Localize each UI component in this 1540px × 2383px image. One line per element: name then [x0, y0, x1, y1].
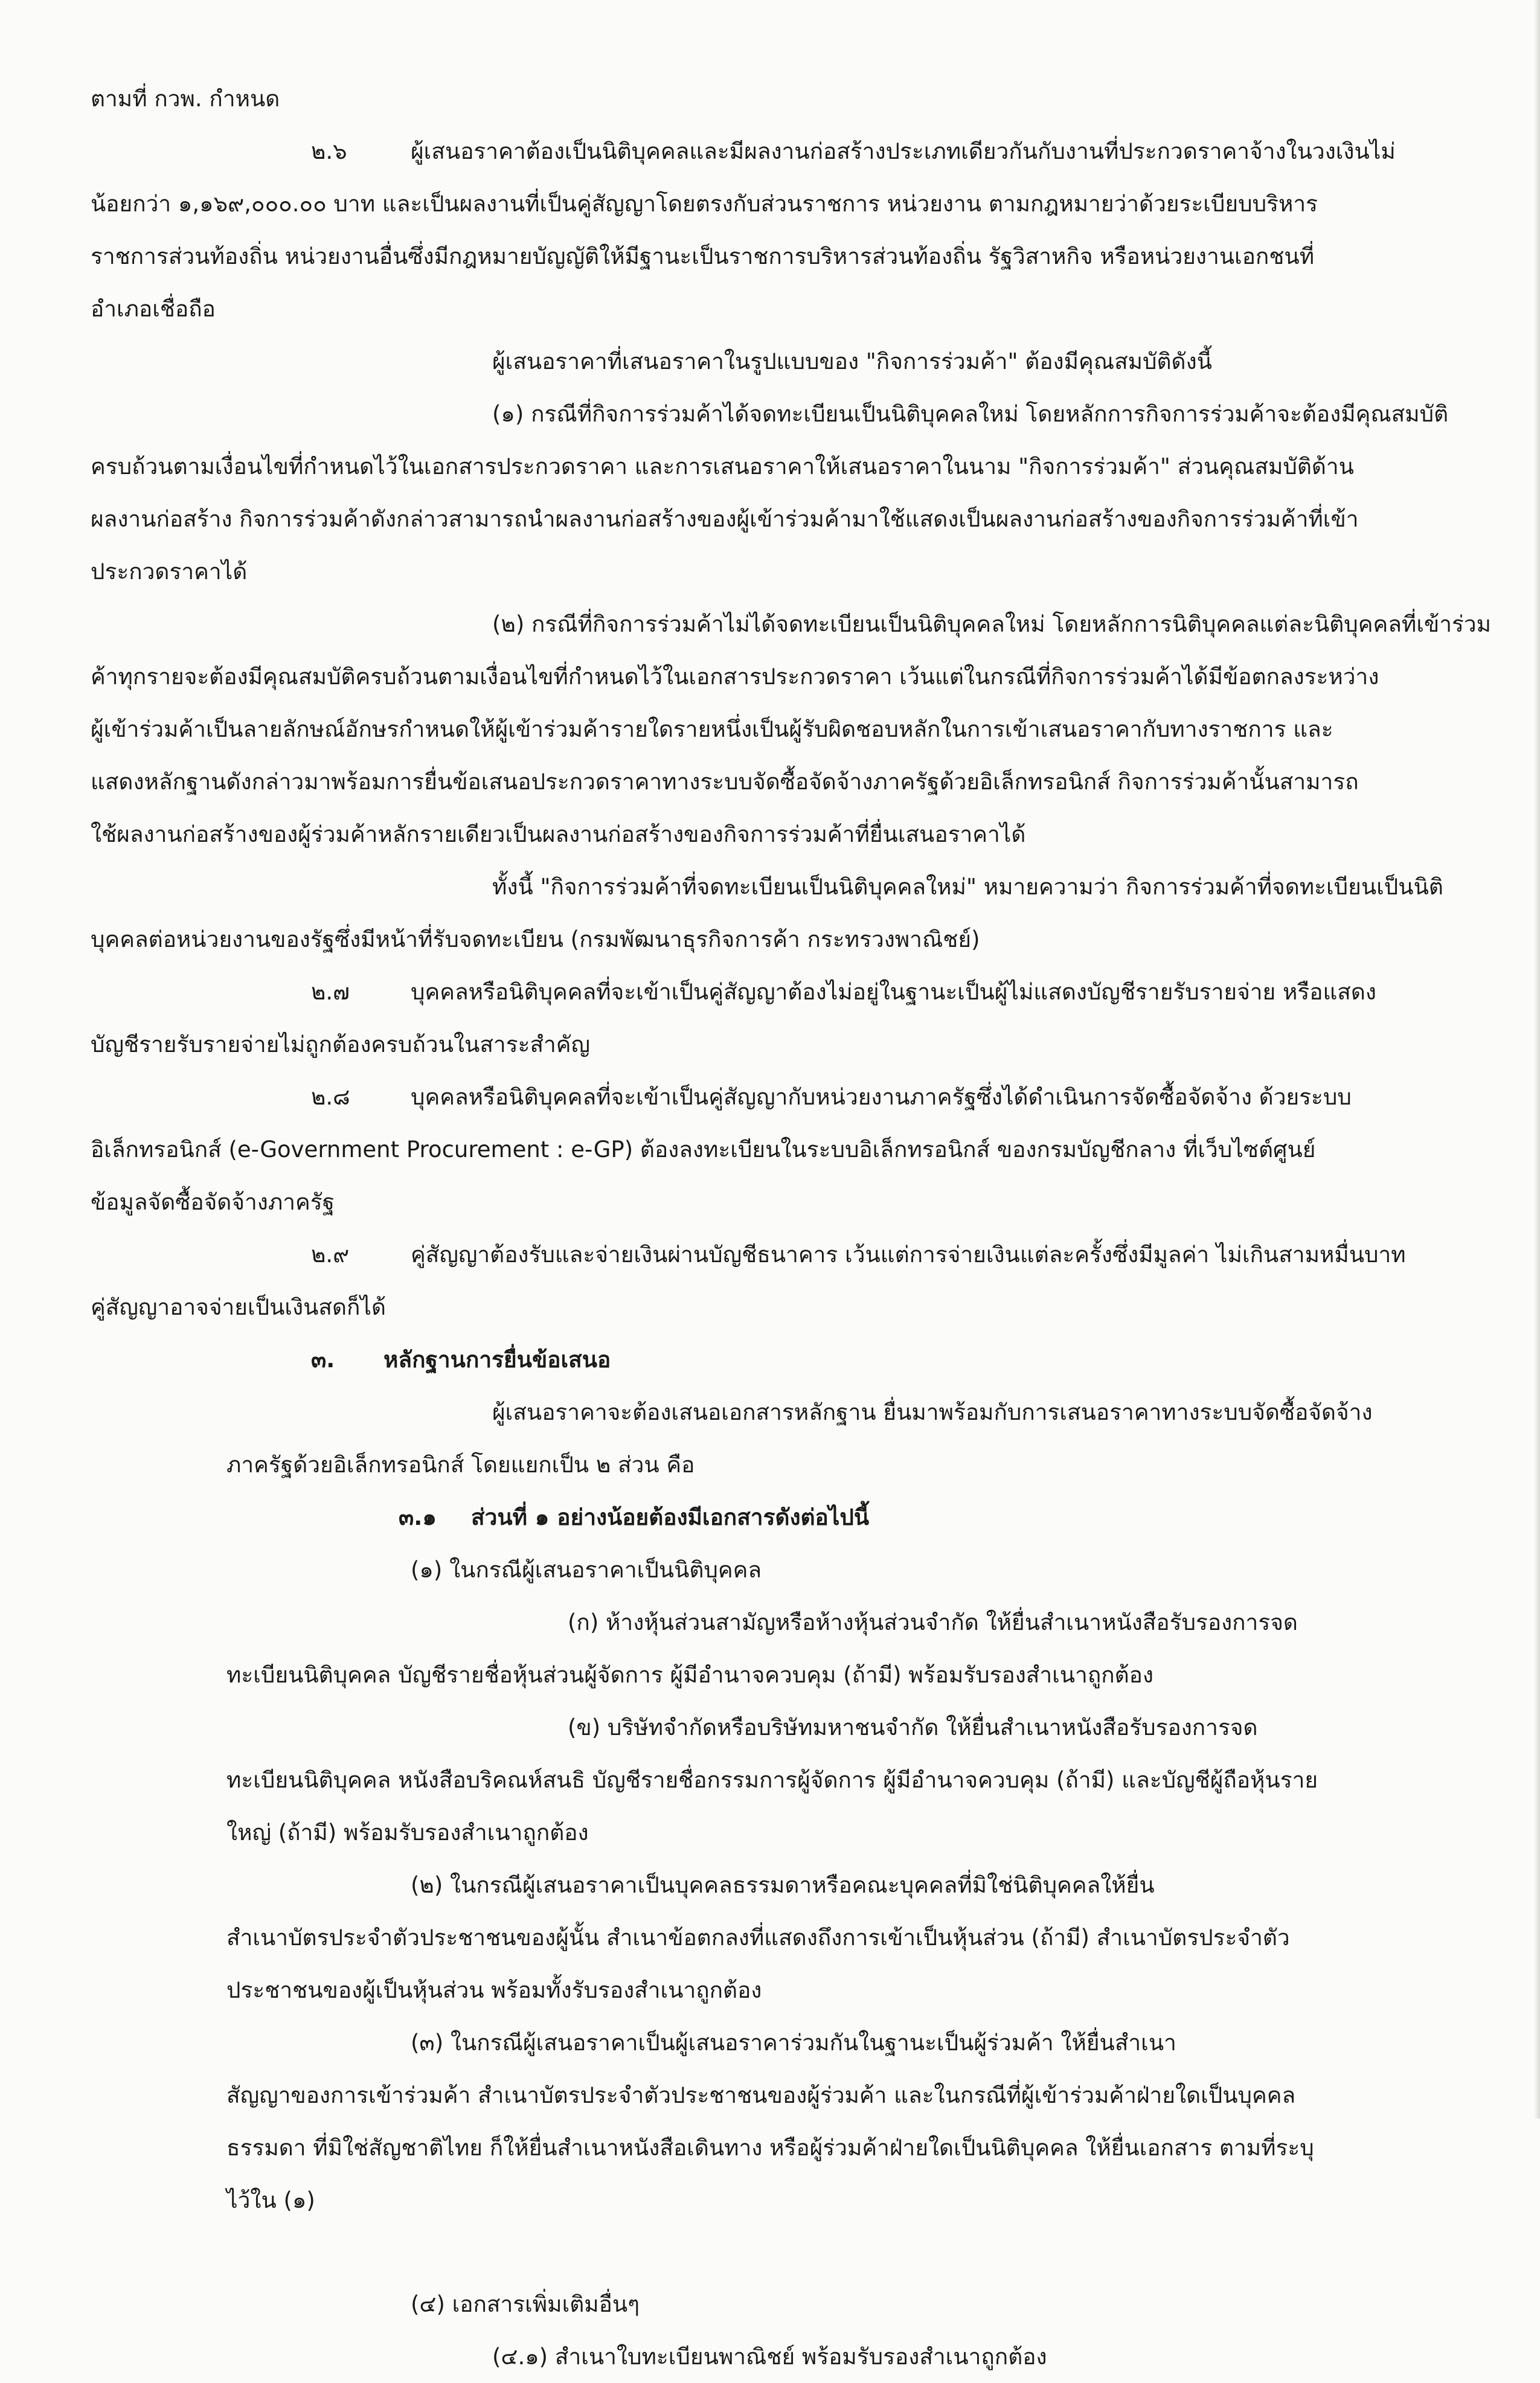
line-text: (๒) ในกรณีผู้เสนอราคาเป็นบุคคลธรรมดาหรือคณะบุคคลที่มิใช่นิติบุคคลให้ยื่น [411, 1872, 1155, 1898]
line-text: ข้อมูลจัดซื้อจัดจ้างภาครัฐ [91, 1189, 335, 1215]
text-line [91, 2330, 1419, 2383]
text-line [91, 913, 1419, 966]
text-line [91, 1228, 1419, 1281]
text-line [91, 1123, 1419, 1176]
text-line [91, 230, 1419, 283]
line-text: (๔) เอกสารเพิ่มเติมอื่นๆ [411, 2291, 640, 2317]
document-body [91, 72, 1492, 2383]
text-line [91, 1176, 1419, 1228]
text-line [91, 755, 1419, 808]
clause-number: ๒.๘ [311, 1084, 350, 1110]
text-line [91, 598, 1492, 650]
text-line [91, 1964, 1419, 2016]
line-text: อิเล็กทรอนิกส์ (e-Government Procurement : e-GP) ต้องลงทะเบียนในระบบอิเล็กทรอนิกส์ ของกรมบัญชีกลาง ที่เว็บไซต์ศูนย์ [91, 1137, 1316, 1163]
line-text: (๑) กรณีที่กิจการร่วมค้าได้จดทะเบียนเป็นนิติบุคคลใหม่ โดยหลักการกิจการร่วมค้าจะต้องมีคุณสมบัติ [492, 401, 1449, 427]
line-text: หลักฐานการยื่นข้อเสนอ [383, 1347, 611, 1373]
text-line [91, 1754, 1419, 1806]
text-line [91, 493, 1419, 545]
text-line [91, 335, 1419, 388]
clause-number: ๒.๖ [311, 138, 347, 164]
text-line [91, 2016, 1419, 2069]
text-line [91, 650, 1419, 703]
line-text: ค้าทุกรายจะต้องมีคุณสมบัติครบถ้วนตามเงื่อนไขที่กำหนดไว้ในเอกสารประกวดราคา เว้นแต่ในกรณีที่กิจการร่วมค้าได้มีข้อตกลงระหว่าง [91, 664, 1379, 690]
page-edge [1534, 0, 1540, 2118]
text-line [91, 808, 1419, 861]
line-text: ทะเบียนนิติบุคคล บัญชีรายชื่อหุ้นส่วนผู้จัดการ ผู้มีอำนาจควบคุม (ถ้ามี) พร้อมรับรองสำเนาถูกต้อง [226, 1662, 1153, 1688]
text-line [91, 125, 1419, 178]
text-line [91, 1281, 1419, 1333]
line-text: บัญชีรายรับรายจ่ายไม่ถูกต้องครบถ้วนในสาระสำคัญ [91, 1031, 591, 1057]
text-line [91, 1386, 1419, 1438]
text-line [91, 1544, 1419, 1596]
line-text: ผู้เสนอราคาต้องเป็นนิติบุคคลและมีผลงานก่อสร้างประเภทเดียวกันกับงานที่ประกวดราคาจ้างในวงเงินไม่ [411, 138, 1396, 164]
line-text: ทะเบียนนิติบุคคล หนังสือบริคณห์สนธิ บัญชีรายชื่อกรรมการผู้จัดการ ผู้มีอำนาจควบคุม (ถ้ามี) และบัญชีผู้ถือหุ้นราย [226, 1767, 1318, 1793]
line-text: ราชการส่วนท้องถิ่น หน่วยงานอื่นซึ่งมีกฎหมายบัญญัติให้มีฐานะเป็นราชการบริหารส่วนท้องถิ่น รัฐวิสาหกิจ หรือหน่วยงานเอกชนที่ [91, 243, 1315, 269]
line-text: ผู้เข้าร่วมค้าเป็นลายลักษณ์อักษรกำหนดให้ผู้เข้าร่วมค้ารายใดรายหนึ่งเป็นผู้รับผิดชอบหลักในการเข้าเสนอราคากับทางราชการ และ [91, 716, 1333, 742]
text-line [91, 703, 1419, 755]
text-line [91, 861, 1443, 913]
line-text: (๔.๑) สำเนาใบทะเบียนพาณิชย์ พร้อมรับรองสำเนาถูกต้อง [492, 2344, 1047, 2370]
text-line [91, 283, 1419, 335]
text-line [91, 1649, 1419, 1701]
text-line [91, 2069, 1419, 2122]
text-line [91, 72, 1419, 125]
text-line [91, 2278, 1419, 2330]
text-line [91, 1596, 1419, 1649]
line-text: ภาครัฐด้วยอิเล็กทรอนิกส์ โดยแยกเป็น ๒ ส่วน คือ [226, 1452, 695, 1478]
line-text: (ก) ห้างหุ้นส่วนสามัญหรือห้างหุ้นส่วนจำกัด ให้ยื่นสำเนาหนังสือรับรองการจด [568, 1609, 1298, 1635]
line-text: คู่สัญญาต้องรับและจ่ายเงินผ่านบัญชีธนาคาร เว้นแต่การจ่ายเงินแต่ละครั้งซึ่งมีมูลค่า ไม่เกินสามหมื่นบาท [411, 1242, 1406, 1268]
text-line [91, 2122, 1419, 2174]
line-text: ผู้เสนอราคาที่เสนอราคาในรูปแบบของ "กิจการร่วมค้า" ต้องมีคุณสมบัติดังนี้ [492, 348, 1212, 374]
line-text: น้อยกว่า ๑,๑๖๙,๐๐๐.๐๐ บาท และเป็นผลงานที่เป็นคู่สัญญาโดยตรงกับส่วนราชการ หน่วยงาน ตามกฎหมายว่าด้วยระเบียบบริหาร [91, 191, 1318, 217]
text-line [91, 440, 1419, 493]
line-text: ประกวดราคาได้ [91, 559, 248, 585]
line-text: ส่วนที่ ๑ อย่างน้อยต้องมีเอกสารดังต่อไปนี้ [471, 1504, 870, 1530]
text-line [91, 1438, 1419, 1491]
text-line [91, 966, 1419, 1018]
line-text: ผลงานก่อสร้าง กิจการร่วมค้าดังกล่าวสามารถนำผลงานก่อสร้างของผู้เข้าร่วมค้ามาใช้แสดงเป็นผลงานก่อสร้างของกิจการร่วมค้าที่เข้า [91, 506, 1359, 532]
line-text: บุคคลหรือนิติบุคคลที่จะเข้าเป็นคู่สัญญากับหน่วยงานภาครัฐซึ่งได้ดำเนินการจัดซื้อจัดจ้าง ด้วยระบบ [411, 1084, 1352, 1110]
line-text: (๑) ในกรณีผู้เสนอราคาเป็นนิติบุคคล [411, 1557, 762, 1583]
text-line [91, 1859, 1419, 1911]
line-text: ใช้ผลงานก่อสร้างของผู้ร่วมค้าหลักรายเดียวเป็นผลงานก่อสร้างของกิจการร่วมค้าที่ยื่นเสนอราคาได้ [91, 821, 1026, 847]
line-text: แสดงหลักฐานดังกล่าวมาพร้อมการยื่นข้อเสนอประกวดราคาทางระบบจัดซื้อจัดจ้างภาครัฐด้วยอิเล็กทรอนิกส์ กิจการร่วมค้านั้นสามารถ [91, 769, 1359, 795]
text-line [91, 1018, 1419, 1071]
line-text: ทั้งนี้ "กิจการร่วมค้าที่จดทะเบียนเป็นนิติบุคคลใหม่" หมายความว่า กิจการร่วมค้าที่จดทะเบียนเป็นนิติ [492, 874, 1443, 900]
text-line [91, 2174, 1419, 2227]
text-line [91, 1333, 1419, 1386]
text-line [91, 1911, 1419, 1964]
line-text: ใหญ่ (ถ้ามี) พร้อมรับรองสำเนาถูกต้อง [226, 1820, 589, 1846]
line-text: ตามที่ กวพ. กำหนด [91, 86, 280, 112]
line-text: ไว้ใน (๑) [226, 2187, 315, 2213]
text-line [91, 545, 1419, 598]
text-line [91, 178, 1419, 230]
line-text: (๓) ในกรณีผู้เสนอราคาเป็นผู้เสนอราคาร่วมกันในฐานะเป็นผู้ร่วมค้า ให้ยื่นสำเนา [411, 2030, 1176, 2056]
blank-line [91, 2227, 1419, 2278]
clause-number: ๓. [311, 1347, 335, 1373]
text-line [91, 388, 1449, 440]
line-text: ครบถ้วนตามเงื่อนไขที่กำหนดไว้ในเอกสารประกวดราคา และการเสนอราคาให้เสนอราคาในนาม "กิจการร่วมค้า" ส่วนคุณสมบัติด้าน [91, 454, 1354, 479]
line-text: ประชาชนของผู้เป็นหุ้นส่วน พร้อมทั้งรับรองสำเนาถูกต้อง [226, 1977, 762, 2003]
clause-number: ๓.๑ [399, 1504, 437, 1530]
text-line [91, 1806, 1419, 1859]
line-text: คู่สัญญาอาจจ่ายเป็นเงินสดก็ได้ [91, 1294, 387, 1320]
line-text: บุคคลหรือนิติบุคคลที่จะเข้าเป็นคู่สัญญาต้องไม่อยู่ในฐานะเป็นผู้ไม่แสดงบัญชีรายรับรายจ่าย หรือแสดง [411, 979, 1376, 1005]
text-line [91, 1701, 1419, 1754]
text-line [91, 1071, 1419, 1123]
line-text: อำเภอเชื่อถือ [91, 296, 216, 322]
line-text: ผู้เสนอราคาจะต้องเสนอเอกสารหลักฐาน ยื่นมาพร้อมกับการเสนอราคาทางระบบจัดซื้อจัดจ้าง [492, 1399, 1373, 1425]
clause-number: ๒.๗ [311, 979, 350, 1005]
line-text: (ข) บริษัทจำกัดหรือบริษัทมหาชนจำกัด ให้ยื่นสำเนาหนังสือรับรองการจด [568, 1714, 1258, 1740]
line-text: สำเนาบัตรประจำตัวประชาชนของผู้นั้น สำเนาข้อตกลงที่แสดงถึงการเข้าเป็นหุ้นส่วน (ถ้ามี) สำเนาบัตรประจำตัว [226, 1925, 1290, 1951]
line-text: (๒) กรณีที่กิจการร่วมค้าไม่ได้จดทะเบียนเป็นนิติบุคคลใหม่ โดยหลักการนิติบุคคลแต่ละนิติบุคคลที่เข้าร่วม [492, 611, 1492, 637]
clause-number: ๒.๙ [311, 1242, 350, 1268]
text-line [91, 1491, 1419, 1544]
line-text: บุคคลต่อหน่วยงานของรัฐซึ่งมีหน้าที่รับจดทะเบียน (กรมพัฒนาธุรกิจการค้า กระทรวงพาณิชย์) [91, 926, 980, 952]
line-text: ธรรมดา ที่มิใช่สัญชาติไทย ก็ให้ยื่นสำเนาหนังสือเดินทาง หรือผู้ร่วมค้าฝ่ายใดเป็นนิติบุคคล ให้ยื่นเอกสาร ตามที่ระบุ [226, 2135, 1314, 2161]
line-text: สัญญาของการเข้าร่วมค้า สำเนาบัตรประจำตัวประชาชนของผู้ร่วมค้า และในกรณีที่ผู้เข้าร่วมค้าฝ่ายใดเป็นบุคคล [226, 2082, 1296, 2108]
